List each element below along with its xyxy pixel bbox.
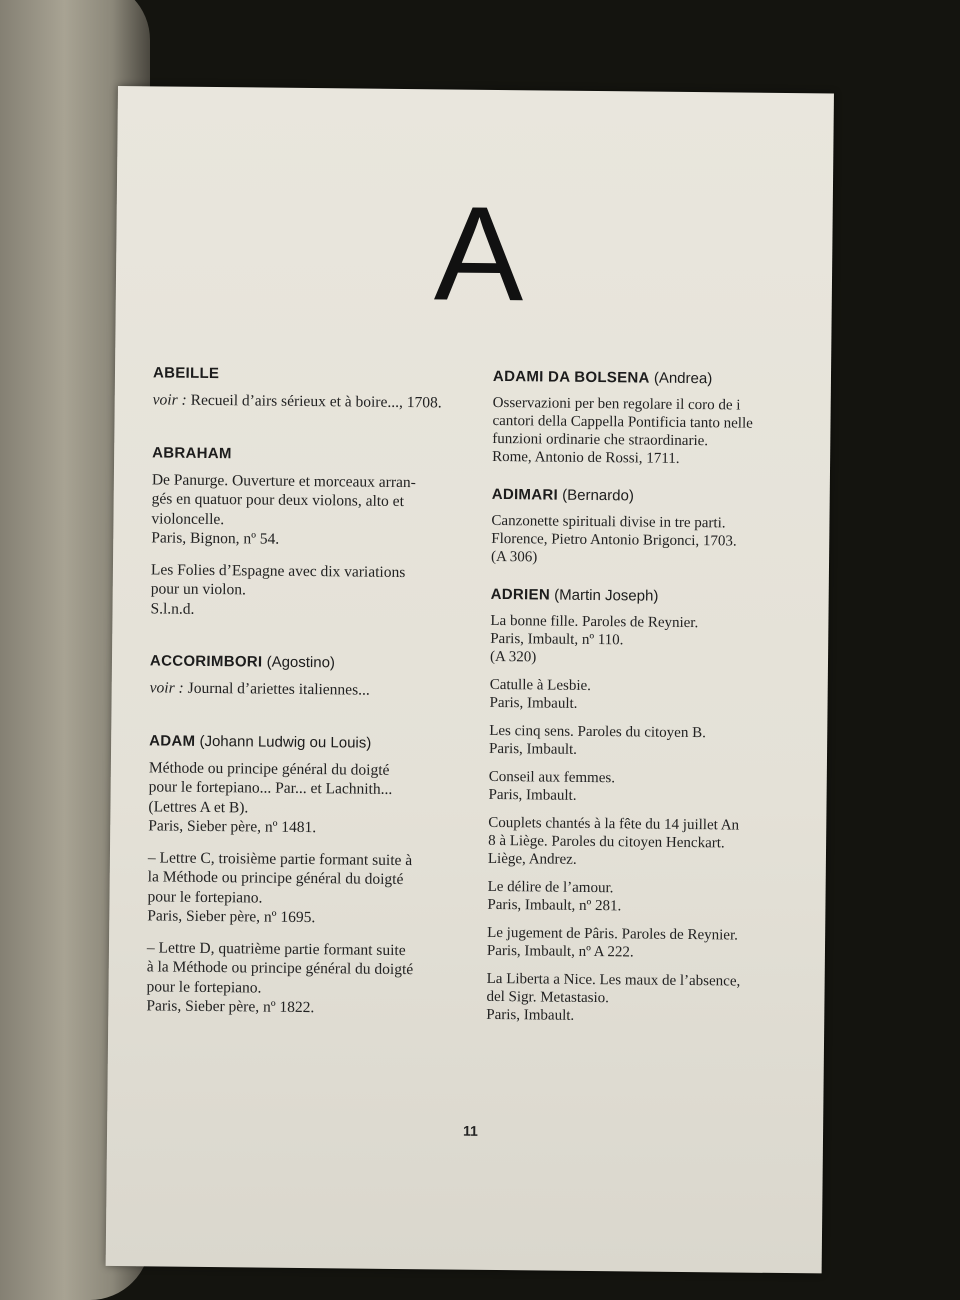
work-line: Les Folies d’Espagne avec dix variations (150, 560, 406, 581)
work-line: à la Méthode ou principe général du doigté (146, 958, 414, 979)
work-line: Conseil aux femmes. (488, 768, 616, 787)
work-item (489, 676, 811, 715)
cross-reference-text: Recueil d’airs sérieux et à boire..., 1708. (190, 391, 442, 412)
work-line: Florence, Pietro Antonio Brigonci, 1703. (491, 530, 737, 550)
composer-surname: ACCORIMBORI (149, 652, 263, 671)
book-page (106, 86, 834, 1273)
composer-surname: ADIMARI (491, 485, 559, 504)
work-line: Le jugement de Pâris. Paroles de Reynier. (487, 924, 739, 944)
entry-heading (493, 368, 815, 388)
entry-heading (150, 652, 472, 672)
work-line: pour le fortepiano. (146, 977, 262, 997)
composer-surname: ADAMI DA BOLSENA (492, 367, 650, 387)
entry-heading (492, 486, 814, 506)
work-line: violoncelle. (151, 509, 225, 528)
composer-first-name: (Bernardo) (562, 486, 634, 505)
composer-first-name: (Johann Ludwig ou Louis) (199, 732, 372, 752)
work-line: – Lettre C, troisième partie formant suite à (147, 848, 413, 869)
work-line: Paris, Imbault. (489, 694, 578, 712)
work-line: Canzonette spirituali divise in tre parti. (491, 512, 726, 532)
work-line: Paris, Sieber père, nº 1695. (147, 907, 316, 927)
work-line: Paris, Bignon, nº 54. (151, 529, 280, 548)
work-item (491, 512, 814, 569)
entry (153, 364, 475, 413)
work-line: Paris, Sieber père, nº 1481. (148, 817, 317, 837)
work-line: funzioni ordinarie che straordinarie. (492, 430, 709, 450)
entry (150, 652, 472, 701)
composer-first-name: (Agostino) (266, 653, 336, 672)
composer-surname: ADRIEN (490, 585, 551, 604)
work-item (147, 848, 470, 929)
work-line: Paris, Sieber père, nº 1822. (146, 997, 315, 1017)
work-item (151, 470, 474, 551)
work-line: cantori della Cappella Pontificia tanto nelle (492, 412, 753, 432)
entry (492, 368, 815, 469)
entry (486, 586, 813, 1027)
entry (491, 486, 814, 569)
work-item (148, 758, 471, 839)
cross-reference (153, 390, 475, 413)
work-item (492, 394, 815, 469)
work-line: Paris, Imbault. (486, 1006, 575, 1024)
work-line: (A 306) (491, 548, 538, 566)
entry-heading (152, 444, 474, 464)
work-line: La bonne fille. Paroles de Reynier. (490, 612, 699, 632)
work-item (150, 560, 473, 622)
voir-label: voir : (149, 679, 184, 697)
work-item (487, 878, 809, 917)
work-item (489, 722, 811, 761)
work-line: Méthode ou principe général du doigté (148, 758, 390, 779)
composer-surname: ABEILLE (152, 364, 220, 383)
entry-heading (491, 586, 813, 606)
voir-label: voir : (152, 391, 187, 409)
work-line: Couplets chantés à la fête du 14 juillet An (488, 814, 740, 834)
page-number: 11 (462, 1122, 478, 1139)
work-line: Osservazioni per ben regolare il coro de i (492, 394, 741, 414)
entry-heading (149, 732, 471, 752)
cross-reference-text: Journal d’ariettes italiennes... (187, 679, 370, 699)
work-line: Rome, Antonio de Rossi, 1711. (492, 448, 680, 467)
work-line: Paris, Imbault, nº A 222. (486, 942, 634, 961)
work-line: gés en quatuor pour deux violons, alto et (151, 490, 405, 511)
work-line: pour le fortepiano. (147, 887, 263, 907)
work-item (486, 970, 809, 1027)
work-line: (Lettres A et B). (148, 797, 249, 816)
work-line: Paris, Imbault. (488, 740, 578, 758)
work-line: del Sigr. Metastasio. (486, 988, 610, 1007)
work-line: pour un violon. (150, 580, 246, 599)
work-line: S.l.n.d. (150, 599, 195, 618)
entry (150, 444, 474, 622)
work-line: la Méthode ou principe général du doigté (147, 868, 404, 889)
work-item (487, 924, 809, 963)
work-line: La Liberta a Nice. Les maux de l’absence, (486, 970, 741, 990)
entry-heading (153, 364, 475, 384)
right-column (486, 368, 815, 1047)
work-line: Paris, Imbault, nº 281. (487, 896, 622, 915)
work-line: Paris, Imbault. (488, 786, 577, 804)
work-line: Paris, Imbault, nº 110. (490, 630, 624, 649)
work-line: pour le fortepiano... Par... et Lachnith... (148, 778, 393, 798)
entry (146, 732, 471, 1019)
left-column (146, 364, 475, 1053)
work-line: Liège, Andrez. (487, 850, 577, 868)
work-line: – Lettre D, quatrième partie formant suite (146, 938, 406, 959)
work-line: (A 320) (489, 648, 537, 666)
work-item (489, 768, 811, 807)
work-item (490, 612, 813, 669)
composer-surname: ADAM (149, 731, 196, 750)
work-line: Catulle à Lesbie. (489, 676, 592, 694)
composer-first-name: (Andrea) (653, 369, 713, 388)
work-item (488, 814, 811, 871)
work-line: De Panurge. Ouverture et morceaux arran- (151, 470, 416, 491)
section-letter: A (433, 179, 525, 330)
composer-surname: ABRAHAM (152, 443, 232, 462)
work-item (146, 938, 469, 1019)
work-line: 8 à Liège. Paroles du citoyen Henckart. (488, 832, 725, 852)
cross-reference (150, 678, 472, 701)
work-line: Les cinq sens. Paroles du citoyen B. (489, 722, 706, 742)
work-line: Le délire de l’amour. (487, 878, 614, 897)
composer-first-name: (Martin Joseph) (554, 586, 659, 605)
